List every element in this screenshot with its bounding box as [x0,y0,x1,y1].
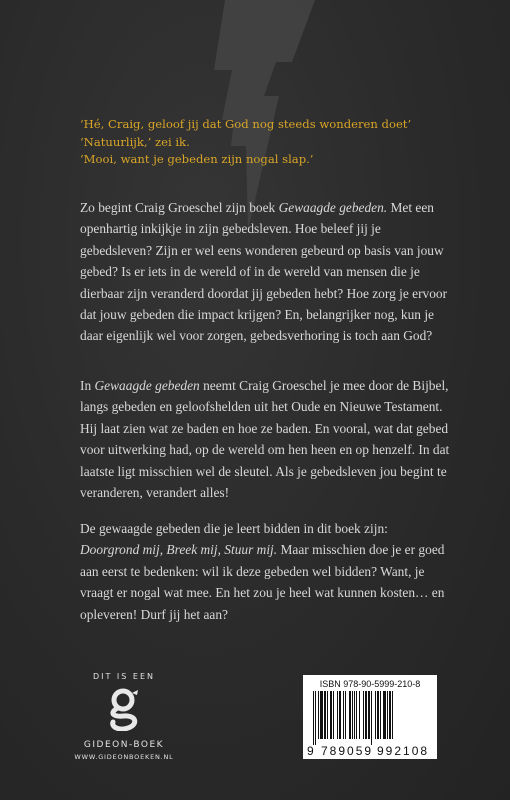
paragraph-intro-rest: Met een openhartig inkijkje in zijn gebedsleven. Hoe beleef jij je gebedsleven? Zijn er wel eens wonderen gebeurd op basis van jouw gebed? Is er iets in de wereld of in de wereld van mensen die je dierbaar zijn veranderd doordat jij gebeden hebt? Hoe zorg je ervoor dat jouw gebeden die impact krijgen? En, belangrijker nog, kun je daar eigenlijk wel voor zorgen, gebedsverhoring is toch aan God? [80,200,448,344]
isbn-barcode [303,675,437,759]
quote-line-1: ‘Hé, Craig, geloof jij dat God nog steeds wonderen doet’ [80,117,412,131]
paragraph-bible-start: In [80,378,95,393]
publisher-url: WWW.GIDEONBOEKEN.NL [74,753,174,761]
paragraph-prayers-rest: Maar misschien doe je er goed aan eerst te bedenken: wil ik deze gebeden wel bidden? Want, je vraagt er nogal wat mee. En het zou je heel wat kunnen kosten… en opleveren! Durf jij het aan? [80,542,445,622]
book-title-italic: Gewaagde gebeden. [278,200,388,215]
paragraph-intro-start: Zo begint Craig Groeschel zijn boek [80,200,279,215]
publisher-logo [74,672,174,761]
prayer-names-italic: Doorgrond mij, Breek mij, Stuur mij. [80,542,278,558]
ean-right-group: 992108 [377,744,430,758]
ean-barcode-icon [313,691,431,745]
paragraph-prayers-start: De gewaagde gebeden die je leert bidden in dit boek zijn: [80,521,388,536]
opening-quote [80,116,480,169]
paragraph-bible [80,375,450,503]
paragraph-intro [80,197,450,347]
paragraph-bible-rest: neemt Craig Groeschel je mee door de Bijbel, langs gebeden en geloofshelden uit het Oude en Nieuwe Testament. Hij laat zien wat ze baden en hoe ze baden. En vooral, wat dat gebed voor uitwerking had, op de wereld om hen heen en op henzelf. In dat laatste ligt misschien wel de sleutel. Als je gebedsleven jou begint te veranderen, verandert alles! [80,378,450,501]
publisher-name: GIDEON-BOEK [83,740,165,750]
ean-left-group: 789059 [321,744,374,758]
publisher-tagline: DIT IS EEN [92,672,156,681]
paragraph-prayers [80,518,450,625]
ean-first-digit: 9 [307,744,314,758]
gideon-g-logo-icon [107,687,141,731]
quote-line-3: ‘Mooi, want je gebeden zijn nogal slap.’ [80,152,314,166]
isbn-number: ISBN 978-90-5999-210-8 [319,679,421,689]
quote-line-2: ‘Natuurlijk,’ zei ik. [80,134,190,149]
book-title-italic: Gewaagde gebeden [94,378,200,393]
